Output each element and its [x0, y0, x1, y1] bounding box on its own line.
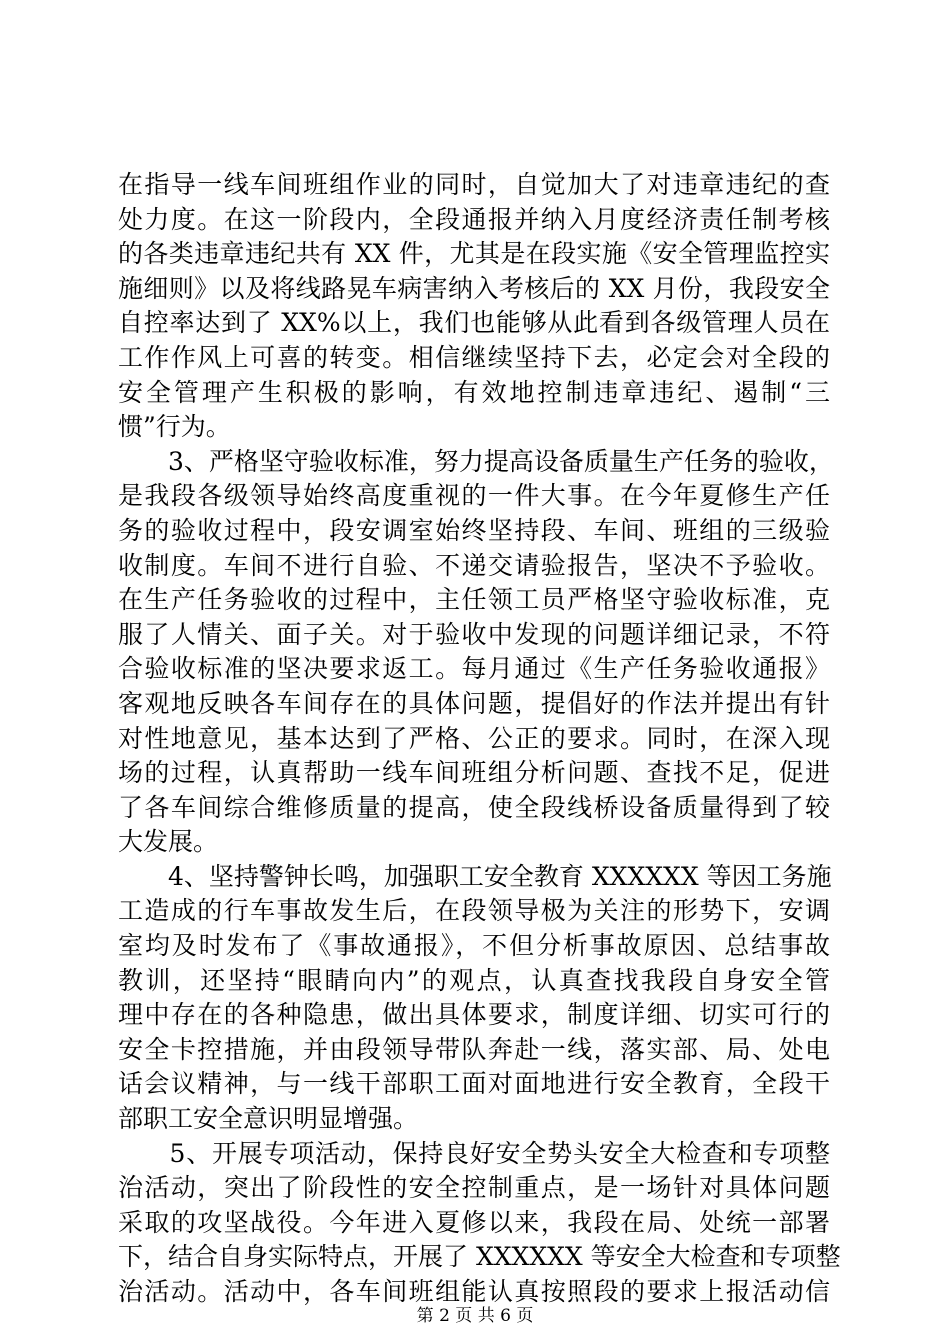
text-line: 治活动，突出了阶段性的安全控制重点，是一场针对具体问题: [118, 1173, 830, 1203]
text-line: 话会议精神，与一线干部职工面对面地进行安全教育，全段干: [118, 1069, 830, 1099]
text-line: 5、开展专项活动，保持良好安全势头安全大检查和专项整: [118, 1138, 830, 1168]
text-line: 收制度。车间不进行自验、不递交请验报告，坚决不予验收。: [118, 550, 830, 580]
text-line: 安全卡控措施，并由段领导带队奔赴一线，落实部、局、处电: [118, 1034, 830, 1064]
text-line: 是我段各级领导始终高度重视的一件大事。在今年夏修生产任: [118, 481, 830, 511]
text-line: 场的过程，认真帮助一线车间班组分析问题、查找不足，促进: [118, 758, 830, 788]
text-line: 对性地意见，基本达到了严格、公正的要求。同时，在深入现: [118, 723, 830, 753]
text-line: 下，结合自身实际特点，开展了 XXXXXX 等安全大检查和专项整: [118, 1242, 841, 1272]
text-line: 教训，还坚持“眼睛向内”的观点，认真查找我段自身安全管: [118, 965, 830, 995]
text-line: 在指导一线车间班组作业的同时，自觉加大了对违章违纪的查: [118, 170, 830, 199]
text-line: 务的验收过程中，段安调室始终坚持段、车间、班组的三级验: [118, 515, 830, 545]
body-text: [118, 168, 841, 1310]
text-line: 理中存在的各种隐患，做出具体要求，制度详细、切实可行的: [118, 1000, 830, 1030]
text-line: 工作作风上可喜的转变。相信继续坚持下去，必定会对全段的: [118, 342, 830, 372]
text-line: 惯”行为。: [118, 412, 231, 442]
text-line: 客观地反映各车间存在的具体问题，提倡好的作法并提出有针: [118, 688, 830, 718]
text-line: 安全管理产生积极的影响，有效地控制违章违纪、遏制“三: [118, 377, 830, 407]
text-line: 4、坚持警钟长鸣，加强职工安全教育 XXXXXX 等因工务施: [118, 861, 832, 891]
text-line: 在生产任务验收的过程中，主任领工员严格坚守验收标准，克: [118, 585, 830, 615]
text-line: 工造成的行车事故发生后，在段领导极为关注的形势下，安调: [118, 896, 830, 926]
text-line: 3、严格坚守验收标准，努力提高设备质量生产任务的验收，: [118, 446, 834, 476]
text-line: 采取的攻坚战役。今年进入夏修以来，我段在局、处统一部署: [118, 1207, 830, 1237]
text-line: 了各车间综合维修质量的提高，使全段线桥设备质量得到了较: [118, 792, 830, 822]
text-line: 大发展。: [118, 827, 219, 857]
page-footer: 第 2 页 共 6 页: [416, 1306, 534, 1326]
text-line: 施细则》以及将线路晃车病害纳入考核后的 XX 月份，我段安全: [118, 273, 830, 303]
text-line: 治活动。活动中，各车间班组能认真按照段的要求上报活动信: [118, 1277, 830, 1306]
text-line: 合验收标准的坚决要求返工。每月通过《生产任务验收通报》: [118, 654, 830, 684]
text-line: 服了人情关、面子关。对于验收中发现的问题详细记录，不符: [118, 619, 830, 649]
text-line: 自控率达到了 XX%以上，我们也能够从此看到各级管理人员在: [118, 308, 830, 338]
text-line: 室均及时发布了《事故通报》，不但分析事故原因、总结事故: [118, 931, 830, 961]
text-line: 部职工安全意识明显增强。: [118, 1104, 419, 1134]
text-line: 处力度。在这一阶段内，全段通报并纳入月度经济责任制考核: [118, 204, 830, 234]
text-line: 的各类违章违纪共有 XX 件，尤其是在段实施《安全管理监控实: [118, 239, 830, 269]
